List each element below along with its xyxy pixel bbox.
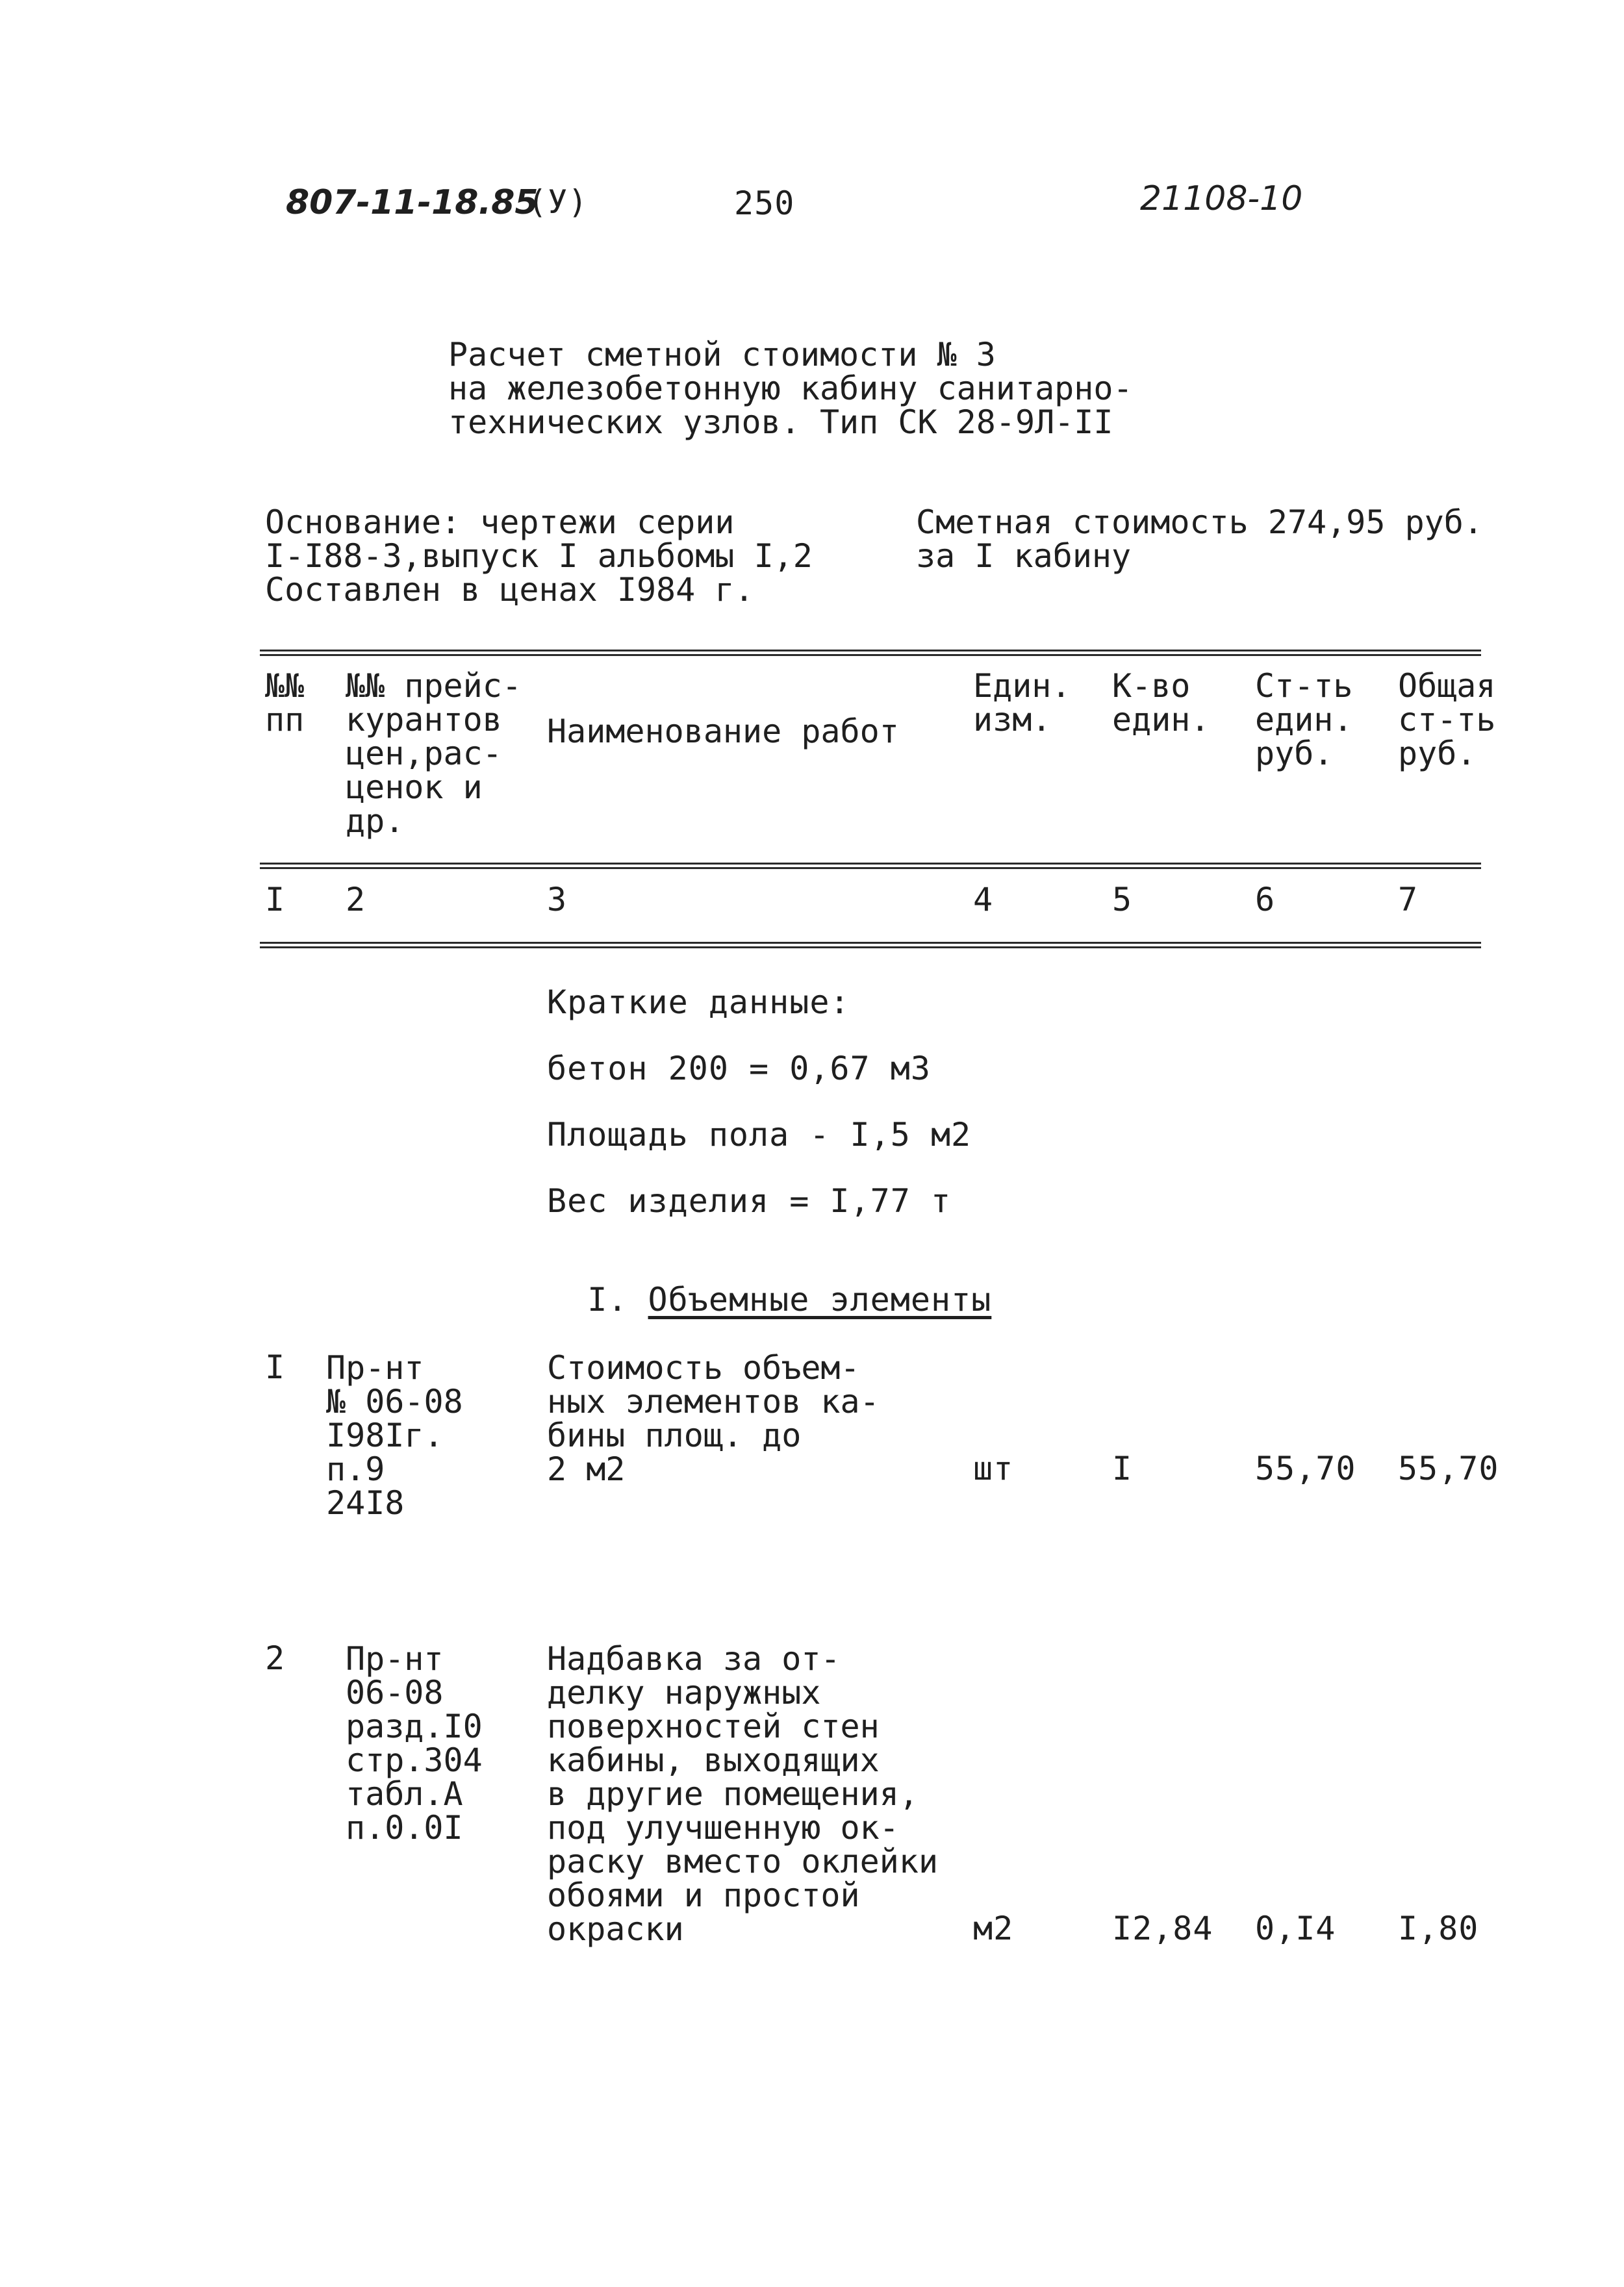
- title-line: технических узлов. Тип СК 28-9Л-II: [448, 403, 1113, 441]
- reference-line: табл.А: [346, 1775, 463, 1813]
- document-title: [448, 338, 1133, 439]
- header-bottom-rule: [260, 863, 1481, 869]
- estimate-line: за I кабину: [916, 537, 1132, 575]
- header-text: №№ прейс-: [346, 667, 522, 705]
- row-total: I,80: [1398, 1910, 1479, 1947]
- section-title: Объемные элементы: [648, 1281, 992, 1319]
- row-unit-cost: 0,I4: [1255, 1910, 1336, 1947]
- reference-line: № 06-08: [326, 1383, 463, 1421]
- header-text: изм.: [973, 701, 1052, 739]
- reference-line: п.9: [326, 1450, 385, 1488]
- brief-item: Вес изделия = I,77 т: [547, 1182, 952, 1220]
- header-text: К-во: [1112, 667, 1191, 705]
- header-text: цен,рас-: [346, 735, 502, 772]
- column-number: 5: [1112, 881, 1133, 918]
- header-text: курантов: [346, 701, 502, 739]
- document-number: 807-11-18.85: [286, 183, 539, 222]
- section-heading: [547, 1251, 992, 1319]
- row-work-name: [547, 1351, 880, 1486]
- table-top-rule: [260, 650, 1481, 656]
- reference-line: I98Iг.: [326, 1417, 444, 1454]
- row-unit-cost: 55,70: [1255, 1450, 1356, 1487]
- work-name-line: под улучшенную ок-: [547, 1809, 899, 1847]
- work-name-line: раску вместо оклейки: [547, 1843, 939, 1880]
- reference-line: п.0.0I: [346, 1809, 463, 1847]
- column-number-rule: [260, 942, 1481, 948]
- header-text: Ст-ть: [1255, 667, 1353, 705]
- basis-block: [265, 505, 813, 607]
- row-reference: [326, 1351, 463, 1520]
- row-reference: [346, 1642, 483, 1845]
- basis-line: Основание: чертежи серии: [265, 503, 735, 541]
- header-col-2: [346, 669, 522, 838]
- row-unit: шт: [973, 1450, 1014, 1487]
- work-name-line: окраски: [547, 1910, 684, 1948]
- header-text: един.: [1112, 701, 1210, 739]
- column-number: 2: [346, 881, 366, 918]
- column-number: 6: [1255, 881, 1276, 918]
- work-name-line: обоями и простой: [547, 1876, 860, 1914]
- work-name-line: кабины, выходящих: [547, 1741, 880, 1779]
- row-number: 2: [265, 1639, 286, 1677]
- row-quantity: I: [1112, 1450, 1133, 1487]
- work-name-line: делку наружных: [547, 1674, 821, 1712]
- header-text: руб.: [1255, 735, 1334, 772]
- header-col-6: [1255, 669, 1353, 770]
- title-line: Расчет сметной стоимости № 3: [448, 336, 996, 373]
- work-name-line: Стоимость объем-: [547, 1349, 860, 1387]
- column-number: 7: [1398, 881, 1419, 918]
- section-number: I.: [587, 1281, 628, 1319]
- row-total: 55,70: [1398, 1450, 1499, 1487]
- basis-line: Составлен в ценах I984 г.: [265, 571, 754, 609]
- brief-item: Площадь пола - I,5 м2: [547, 1116, 972, 1154]
- header-text: Един.: [973, 667, 1071, 705]
- reference-line: разд.I0: [346, 1708, 483, 1745]
- work-name-line: в другие помещения,: [547, 1775, 919, 1813]
- work-name-line: Надбавка за от-: [547, 1640, 841, 1678]
- column-number: I: [265, 881, 286, 918]
- reference-line: 06-08: [346, 1674, 444, 1712]
- reference-line: Пр-нт: [326, 1349, 424, 1387]
- header-text: ст-ть: [1398, 701, 1496, 739]
- header-text: др.: [346, 802, 405, 840]
- column-number: 4: [973, 881, 994, 918]
- header-col-4: [973, 669, 1071, 737]
- row-number: I: [265, 1348, 286, 1386]
- document-suffix: (У): [527, 183, 589, 221]
- header-col-5: [1112, 669, 1210, 737]
- work-name-line: ных элементов ка-: [547, 1383, 880, 1421]
- work-name-line: бины площ. до: [547, 1417, 802, 1454]
- header-text: пп: [265, 701, 305, 739]
- basis-line: I-I88-3,выпуск I альбомы I,2: [265, 537, 813, 575]
- row-quantity: I2,84: [1112, 1910, 1213, 1947]
- header-col-1: [265, 669, 304, 737]
- header-text: руб.: [1398, 735, 1477, 772]
- header-text: №№: [265, 667, 305, 705]
- row-unit: м2: [973, 1910, 1014, 1947]
- page-number: 250: [734, 184, 795, 222]
- header-col-7: [1398, 669, 1496, 770]
- work-name-line: поверхностей стен: [547, 1708, 880, 1745]
- row-work-name: [547, 1642, 938, 1946]
- estimate-block: [916, 505, 1483, 573]
- brief-item: бетон 200 = 0,67 м3: [547, 1050, 931, 1087]
- reference-line: 24I8: [326, 1484, 405, 1522]
- header-text: Наименование работ: [547, 713, 899, 750]
- title-line: на железобетонную кабину санитарно-: [448, 370, 1133, 407]
- column-number: 3: [547, 881, 568, 918]
- reference-line: Пр-нт: [346, 1640, 444, 1678]
- estimate-line: Сметная стоимость 274,95 руб.: [916, 503, 1483, 541]
- reference-line: стр.304: [346, 1741, 483, 1779]
- archive-number: 21108-10: [1140, 179, 1303, 218]
- header-text: Общая: [1398, 667, 1496, 705]
- brief-heading: Краткие данные:: [547, 983, 850, 1021]
- header-text: един.: [1255, 701, 1353, 739]
- header-col-3: [547, 714, 899, 748]
- work-name-line: 2 м2: [547, 1450, 626, 1488]
- header-text: ценок и: [346, 768, 483, 806]
